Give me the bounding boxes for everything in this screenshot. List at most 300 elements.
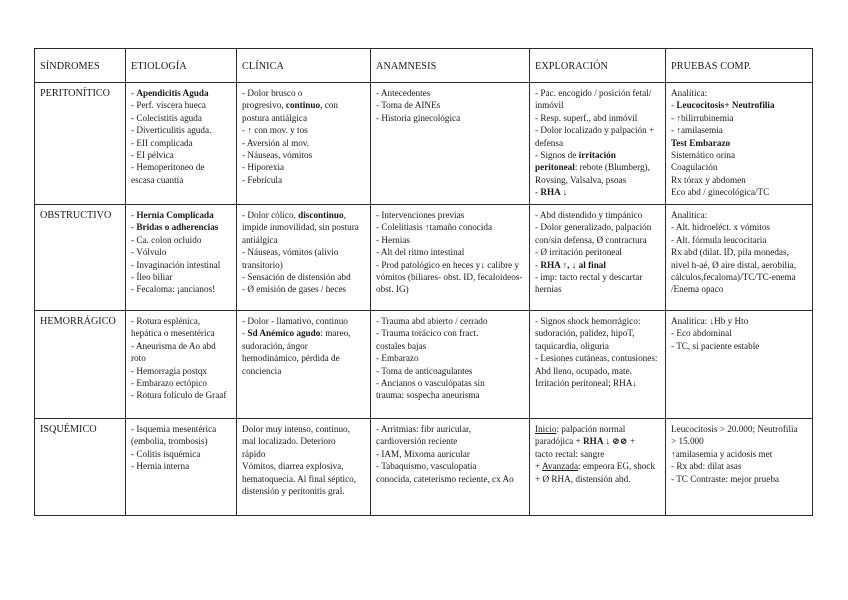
text-segment: - Hernia interna [131,461,190,472]
cell-line [376,87,524,99]
table-row [35,311,813,419]
cell-line [242,112,365,124]
cell-line [131,137,231,149]
cell-line [535,99,660,111]
cell-line [376,234,524,246]
cell-line [376,99,524,111]
text-segment: - [242,328,248,339]
text-segment: - ↑amilasemia [671,125,723,136]
text-segment: - Dolor brusco o [242,88,303,98]
text-segment: - [535,187,541,198]
text-segment: - ↑ con mov. y tos [242,125,308,136]
text-segment: - Dolor cólico, [242,210,299,220]
text-segment: - Toma de anticoagulantes [376,365,473,376]
text-segment: - Ancianos o vasculópatas sin [376,378,485,389]
cell-line [242,99,365,111]
text-segment: - Febrícula [242,174,283,185]
cell-line [671,149,807,161]
cell-line [535,186,660,198]
cell-line [242,271,365,283]
text-segment: - Ø emisión de gases / heces [242,284,347,295]
cell-line [131,340,231,352]
cell-line [376,389,524,401]
text-segment: /Enema opaco [671,284,724,295]
bold-text: Sd Anémico agudo [247,328,321,339]
text-segment: - Lesiones cutáneas, contusiones: [535,353,658,364]
text-segment: - Signos de [535,150,579,161]
text-segment: - Ø irritación peritoneal [535,247,622,258]
cell-line [671,137,807,149]
text-segment: roto [131,353,146,364]
cell-clinica [237,419,371,516]
text-segment: Analítica: ↓Hb y Hto [671,316,749,326]
cell-line [242,473,365,485]
cell-etiologia [126,311,237,419]
text-segment: - TC, si paciente estable [671,340,760,351]
cell-line [671,271,807,283]
text-segment: - Colecistitis aguda [131,112,202,123]
text-segment: Analítica: [671,210,708,220]
cell-line [131,365,231,377]
text-segment: - Intervenciones previas [376,210,465,220]
cell-clinica [237,205,371,311]
text-segment: - Ca. colon ocluido [131,234,202,245]
cell-etiologia [126,83,237,205]
cell-line [131,87,231,99]
cell-anamnesis [371,83,530,205]
text-segment: Analítica: [671,88,708,98]
text-segment: - Náuseas, vómitos [242,150,313,161]
cell-exploracion [530,205,666,311]
cell-line [671,124,807,136]
text-segment: + Ø RHA, distensión abd. [535,473,631,484]
text-segment: con/sin defensa, Ø contractura [535,234,647,245]
bold-text: Test Embarazo [671,137,731,148]
text-segment: - Hernias [376,234,410,245]
text-segment: - Resp. superf., abd inmóvil [535,112,638,123]
text-segment: progresivo, [242,100,286,111]
table-row [35,205,813,311]
cell-line [131,124,231,136]
text-segment: - Trauma abd abierto / cerrado [376,316,488,326]
cell-line [535,460,660,472]
text-segment: rápido [242,448,266,459]
text-segment: - Prod patológico en heces y↓ calibre y [376,259,520,270]
text-segment: > 15.000 [671,436,704,447]
cell-line [671,340,807,352]
text-segment: - TC Contraste: mejor prueba [671,473,780,484]
cell-line [535,473,660,485]
cell-line [535,365,660,377]
cell-line [535,221,660,233]
cell-line [376,271,524,283]
text-segment: trauma: sospecha aneurisma [376,390,480,401]
text-segment: : palpación normal [556,424,626,434]
bold-text: Bridas o adherencias [136,222,219,233]
text-segment: - imp: tacto rectal y descartar [535,272,643,283]
text-segment: - Rx abd: dilat asas [671,461,742,472]
cell-line [535,161,660,173]
cell-line [376,352,524,364]
text-segment: - [535,259,541,270]
bold-text: continuo [285,100,321,111]
text-segment: - IAM, Mixoma auricular [376,448,470,459]
text-segment: Sistemático orina [671,150,736,161]
text-segment: transitorio) [242,259,283,270]
cell-line [671,448,807,460]
cell-line [671,99,807,111]
text-segment: Abd lleno, ocupado, mate. [535,365,632,376]
cell-line [242,174,365,186]
underlined-text: Avanzada [541,461,579,472]
cell-line [242,435,365,447]
cell-line [671,234,807,246]
cell-line [131,423,231,435]
cell-exploracion [530,419,666,516]
text-segment: paradójica + [535,436,584,447]
cell-line [376,327,524,339]
cell-line [535,137,660,149]
text-segment: conocida, cateterismo reciente, cx Ao [376,473,514,484]
text-segment: - Íleo biliar [131,272,173,283]
cell-pruebas [666,311,813,419]
text-segment: - Eco abdominal [671,328,732,339]
cell-line [242,259,365,271]
header-cell-sindromes: SÍNDROMES [35,49,126,83]
cell-line [131,259,231,271]
text-segment: - Hiporexia [242,162,285,173]
cell-pruebas [666,83,813,205]
cell-line [376,315,524,327]
text-segment: - Invaginación intestinal [131,259,221,270]
text-segment: impide inmovilidad, sin postura [242,222,359,233]
text-segment: - Pac. encogido / posición fetal/ [535,88,652,98]
cell-line [131,283,231,295]
text-segment: - Embarazo [376,353,419,364]
cell-line [242,137,365,149]
text-segment: escasa cuantía [131,174,184,185]
cell-line [242,315,365,327]
cell-line [131,112,231,124]
cell-anamnesis [371,205,530,311]
text-segment: - Dolor generalizado, palpación [535,222,652,233]
bold-text: RHA ↑, ↓ al final [540,259,606,270]
cell-line [671,161,807,173]
cell-line [671,246,807,258]
text-segment: - Hemoperitoneo de [131,162,205,173]
text-segment: vómitos (biliares- obst. ID, fecaloideos- [376,272,523,283]
cell-line [242,149,365,161]
cell-line [671,259,807,271]
cell-line [131,315,231,327]
text-segment: - Aneurisma de Ao abd [131,340,216,351]
header-cell-clinica: CLÍNICA [237,49,371,83]
text-segment: - Historia ginecológica [376,112,461,123]
text-segment: conciencia [242,365,282,376]
text-segment: Vómitos, diarrea explosiva, [242,461,344,472]
cell-line [242,161,365,173]
cell-clinica [237,311,371,419]
text-segment: - Alt del ritmo intestinal [376,247,465,258]
cell-line [131,389,231,401]
text-segment: - Alt. fórmula leucocitaria [671,234,767,245]
cell-line [671,435,807,447]
text-segment: - Embarazo ectópico [131,378,208,389]
cell-line [376,473,524,485]
cell-line [671,87,807,99]
cell-line [671,186,807,198]
cell-line [535,112,660,124]
text-segment: - Vólvulo [131,247,167,258]
cell-line [535,87,660,99]
cell-line [131,435,231,447]
cell-line [131,209,231,221]
cell-etiologia [126,419,237,516]
text-segment: sudoración, ángor [242,340,308,351]
text-segment: - ↑bilirrubinemia [671,112,734,123]
cell-line [376,423,524,435]
text-segment: tacto rectal: sangre [535,448,605,459]
text-segment: - Colelitiasis ↑tamaño conocida [376,222,493,233]
cell-line [242,283,365,295]
text-segment: hernias [535,284,562,295]
cell-line [671,473,807,485]
cell-line [376,221,524,233]
text-segment: + [627,436,636,447]
cell-anamnesis [371,311,530,419]
text-segment: - Hemorragia postqx [131,365,208,376]
text-segment: - Náuseas, vómitos (alivio [242,247,339,258]
text-segment: Coagulación [671,162,718,173]
cell-pruebas [666,419,813,516]
cell-line [671,283,807,295]
cell-line [242,246,365,258]
cell-line [535,423,660,435]
text-segment: - Isquemia mesentérica [131,424,217,434]
cell-line [671,423,807,435]
header-cell-exploracion: EXPLORACIÓN [530,49,666,83]
cell-line [131,246,231,258]
text-segment: hematoquecia. Al final séptico, [242,473,357,484]
cell-line [535,377,660,389]
cell-line [242,124,365,136]
text-segment: - EII complicada [131,137,193,148]
header-cell-anamnesis: ANAMNESIS [371,49,530,83]
cell-line [242,340,365,352]
text-segment: - EI pélvica [131,150,174,161]
cell-line [131,327,231,339]
text-segment: - Toma de AINEs [376,100,441,111]
text-segment: sudoración, palidez, hipoT, [535,328,635,339]
cell-line [535,124,660,136]
text-segment: nivel h-aé, Ø aire distal, aerobilia, [671,259,797,270]
cell-line [376,448,524,460]
cell-clinica [237,83,371,205]
text-segment: : rebote (Blumberg), [574,162,650,173]
cell-line [671,327,807,339]
text-segment: - Sensación de distensión abd [242,272,351,283]
syndromes-table [34,48,813,516]
text-segment: - Trauma torácico con fract. [376,328,479,339]
text-segment: - [671,100,677,111]
text-segment: - Rotura esplénica, [131,316,201,326]
cell-exploracion [530,83,666,205]
bold-text: Leucocitosis+ Neutrofilia [676,100,775,111]
row-label: PERITONÍTICO [35,83,126,205]
cell-line [535,209,660,221]
text-segment: Dolor muy intenso, continuo, [242,424,350,434]
cell-line [242,352,365,364]
cell-line [671,112,807,124]
text-segment: - Colitis isquémica [131,448,201,459]
cell-line [535,340,660,352]
cell-line [242,209,365,221]
text-segment: Rx abd (dilat. ID, pila monedas, [671,247,789,258]
cell-line [535,315,660,327]
table-row [35,83,813,205]
cell-line [671,315,807,327]
text-segment: Rovsing, Valsalva, psoas [535,174,627,185]
cell-line [535,435,660,447]
text-segment: , con [320,100,338,111]
cell-line [242,460,365,472]
cell-line [376,112,524,124]
cell-line [671,209,807,221]
cell-anamnesis [371,419,530,516]
cell-line [131,352,231,364]
text-segment: - Perf. víscera hueca [131,100,206,111]
text-segment: : mareo, [320,328,351,339]
text-segment: mal localizado. Deterioro [242,436,336,447]
text-segment: ↑amilasemia y acidosis met [671,448,773,459]
cell-line [242,234,365,246]
text-segment: , [343,210,346,220]
cell-line [242,365,365,377]
text-segment: - Fecaloma: ¡ancianos! [131,284,216,295]
cell-line [242,423,365,435]
cell-line [376,460,524,472]
cell-line [376,259,524,271]
bold-text: Apendicitis Aguda [136,88,209,98]
text-segment: - Rotura folículo de Graaf [131,390,227,401]
cell-line [376,209,524,221]
cell-line [131,448,231,460]
cell-line [242,327,365,339]
text-segment: hemodinámico, pérdida de [242,353,340,364]
header-cell-pruebas: PRUEBAS COMP. [666,49,813,83]
text-segment: - Arritmias: fibr auricular, [376,424,472,434]
cell-line [376,435,524,447]
bold-text: peritoneal [535,162,575,173]
text-segment: - [131,88,137,98]
bold-text: Hernia Complicada [136,210,214,220]
text-segment: + [535,461,542,472]
cell-line [376,365,524,377]
cell-line [131,174,231,186]
text-segment: cardioversión reciente [376,436,458,447]
cell-line [131,221,231,233]
cell-line [671,460,807,472]
text-segment: costales bajas [376,340,427,351]
text-segment: (embolia, trombosis) [131,436,208,447]
underlined-text: Inicio [535,424,557,434]
text-segment: : empeora EG, shock [578,461,656,472]
row-label: OBSTRUCTIVO [35,205,126,311]
cell-line [376,283,524,295]
text-segment: - Dolor localizado y palpación + [535,125,655,136]
cell-line [376,246,524,258]
cell-line [535,448,660,460]
cell-exploracion [530,311,666,419]
cell-line [671,174,807,186]
bold-text: RHA ↓ [540,187,568,198]
bold-text: RHA ↓ ⊘⊘ [583,436,628,447]
text-segment: - Aversión al mov. [242,137,310,148]
text-segment: taquicardia, oliguria [535,340,609,351]
text-segment: defensa [535,137,564,148]
table-row [35,419,813,516]
cell-line [131,161,231,173]
text-segment: distensión y peritonitis gral. [242,486,345,497]
text-segment: - Dolor - llamativo, continuo [242,316,348,326]
text-segment: inmóvil [535,100,564,111]
cell-line [535,234,660,246]
text-segment: - [131,210,137,220]
cell-line [535,327,660,339]
cell-line [376,340,524,352]
text-segment: - [131,222,137,233]
text-segment: - Antecedentes [376,88,431,98]
cell-line [242,448,365,460]
cell-line [131,460,231,472]
cell-line [535,352,660,364]
text-segment: - Abd distendido y timpánico [535,210,643,220]
cell-line [131,377,231,389]
cell-line [535,259,660,271]
text-segment: cálculos,fecaloma)/TC/TC-enema [671,272,796,283]
cell-line [131,99,231,111]
text-segment: - Alt. hidroeléct. x vómitos [671,222,771,233]
cell-line [131,234,231,246]
bold-text: discontinuo [298,210,344,220]
cell-line [535,283,660,295]
cell-line [535,271,660,283]
row-label: HEMORRÁGICO [35,311,126,419]
header-row [35,49,813,83]
text-segment: - Diverticulitis aguda. [131,125,212,136]
cell-line [242,485,365,497]
text-segment: obst. IG) [376,284,409,295]
text-segment: - Signos shock hemorrágico: [535,316,641,326]
cell-line [376,377,524,389]
cell-line [131,149,231,161]
text-segment: Eco abd / ginecológica/TC [671,187,770,198]
cell-etiologia [126,205,237,311]
text-segment: Leucocitosis > 20.000; Neutrofilia [671,424,798,434]
cell-line [535,246,660,258]
text-segment: postura antiálgica [242,112,308,123]
cell-line [535,174,660,186]
text-segment: antiálgica [242,234,278,245]
cell-line [242,87,365,99]
header-cell-etiologia: ETIOLOGÍA [126,49,237,83]
cell-line [131,271,231,283]
bold-text: irritación [578,150,616,161]
cell-line [535,149,660,161]
cell-line [242,221,365,233]
cell-line [671,221,807,233]
text-segment: Rx tórax y abdomen [671,174,746,185]
